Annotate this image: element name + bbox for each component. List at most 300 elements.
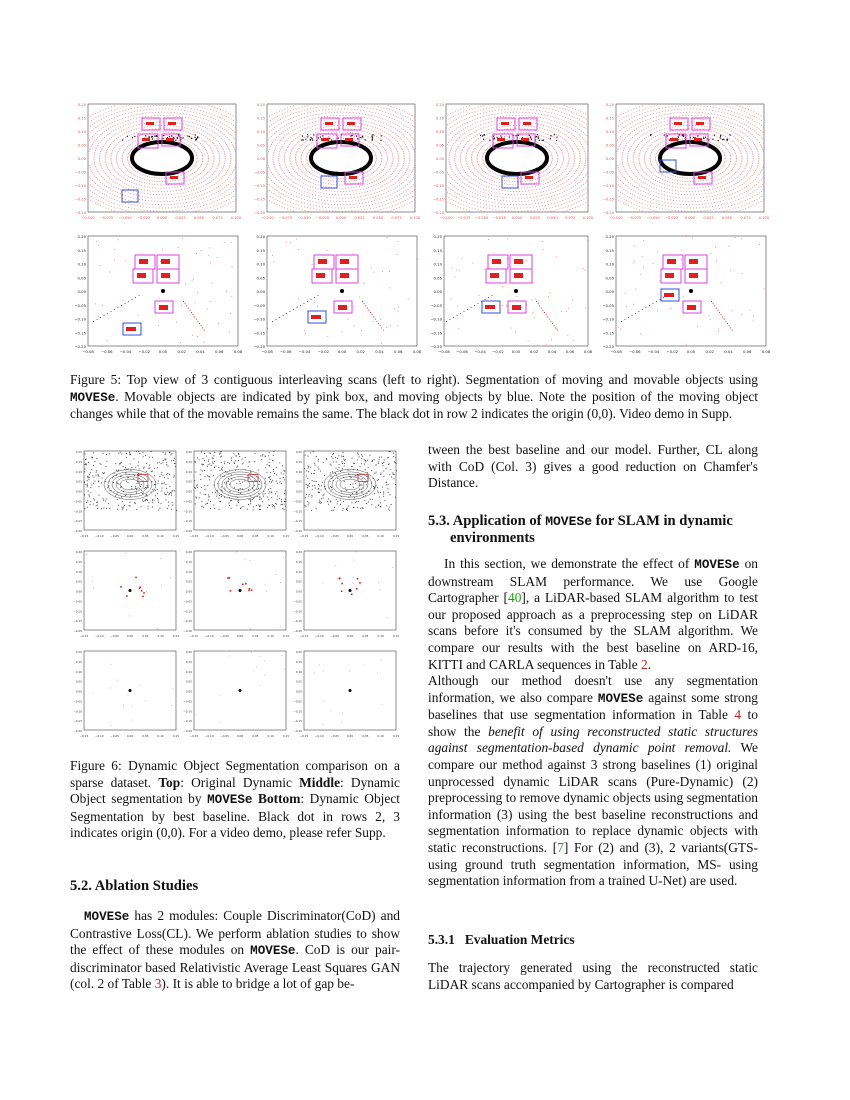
scan-point <box>136 121 137 122</box>
scan-point <box>389 147 390 148</box>
y-tick-label: −0.05 <box>253 170 265 175</box>
scan-point <box>521 198 522 199</box>
scan-point <box>336 135 337 136</box>
scan-point <box>366 195 367 196</box>
scan-point <box>273 154 274 155</box>
scan-point <box>126 184 127 185</box>
scan-point <box>368 129 369 130</box>
scan-point <box>175 119 176 120</box>
scan-point <box>547 201 548 202</box>
scan-point <box>384 184 385 185</box>
scan-point <box>527 136 528 137</box>
scan-point <box>301 182 302 183</box>
scan-point <box>205 132 206 133</box>
scan-point <box>288 170 289 171</box>
scan-point <box>469 207 470 208</box>
scan-point <box>408 127 409 128</box>
scan-point <box>359 141 360 142</box>
scan-point <box>566 195 567 196</box>
scan-point <box>276 112 277 113</box>
scan-point <box>92 172 93 173</box>
scan-point <box>393 158 394 159</box>
scan-point <box>229 189 230 190</box>
scan-point <box>507 204 508 205</box>
x-tick-label: −0.050 <box>297 216 311 220</box>
scan-point <box>398 160 399 161</box>
object-points <box>325 122 333 125</box>
scan-point <box>309 166 310 167</box>
scan-point <box>724 162 725 163</box>
scan-point <box>483 127 484 128</box>
scan-point <box>121 186 122 187</box>
scan-point <box>128 189 129 190</box>
scan-point <box>584 151 585 152</box>
scan-point <box>201 152 202 153</box>
scan-point <box>533 140 534 141</box>
scan-point <box>324 120 325 121</box>
scan-point <box>173 201 174 202</box>
scan-point <box>183 142 184 143</box>
scan-point <box>158 188 159 189</box>
scan-point <box>456 188 457 189</box>
scan-point <box>150 126 151 127</box>
scan-point <box>174 204 175 205</box>
scan-point <box>557 122 558 123</box>
scan-point <box>471 156 472 157</box>
scan-point <box>512 198 513 199</box>
scan-point <box>513 204 514 205</box>
scan-point <box>392 118 393 119</box>
scan-point <box>480 203 481 204</box>
scan-point <box>714 144 715 145</box>
scan-point <box>229 149 230 150</box>
scan-point <box>359 175 360 176</box>
scan-point <box>136 129 137 130</box>
scan-point <box>480 106 481 107</box>
scan-point <box>101 128 102 129</box>
scan-point <box>725 157 726 158</box>
scan-point <box>551 196 552 197</box>
scan-point <box>271 136 272 137</box>
scan-point <box>270 146 271 147</box>
scan-point <box>579 192 580 193</box>
scan-point <box>451 139 452 140</box>
scan-point <box>386 144 387 145</box>
scan-point <box>202 122 203 123</box>
scan-point <box>297 188 298 189</box>
scan-point <box>120 197 121 198</box>
y-tick-label: 0.10 <box>256 130 265 134</box>
scan-point <box>273 164 274 165</box>
scan-point <box>585 141 586 142</box>
scan-point <box>586 187 587 188</box>
scan-point <box>550 138 551 139</box>
x-tick-label: 0.000 <box>335 216 347 220</box>
scan-point <box>708 175 709 176</box>
scan-point <box>396 166 397 167</box>
scan-point <box>573 191 574 192</box>
scan-point <box>483 192 484 193</box>
scan-point <box>463 140 464 141</box>
scan-point <box>284 173 285 174</box>
scan-point <box>190 205 191 206</box>
scan-point <box>231 124 232 125</box>
scan-point <box>343 191 344 192</box>
scan-point <box>482 146 483 147</box>
scan-point <box>507 109 508 110</box>
scan-point <box>292 186 293 187</box>
scan-point <box>114 210 115 211</box>
scan-point <box>282 110 283 111</box>
scan-point <box>278 136 279 137</box>
scan-point <box>409 182 410 183</box>
scan-point <box>562 183 563 184</box>
scan-point <box>297 179 298 180</box>
scan-point <box>363 177 364 178</box>
scan-point <box>390 181 391 182</box>
scan-point <box>386 192 387 193</box>
scan-point <box>307 203 308 204</box>
scan-point <box>224 201 225 202</box>
scan-point <box>193 134 194 135</box>
scan-point <box>524 178 525 179</box>
scan-point <box>222 177 223 178</box>
scan-point <box>197 146 198 147</box>
scan-point <box>538 203 539 204</box>
scan-point <box>564 211 565 212</box>
y-tick-label: 0.00 <box>435 157 444 161</box>
scan-point <box>400 202 401 203</box>
scan-point <box>167 181 168 182</box>
scan-point <box>552 175 553 176</box>
x-tick-label: 0.100 <box>582 216 594 220</box>
scan-point <box>94 123 95 124</box>
scan-point <box>451 177 452 178</box>
scan-point <box>502 210 503 211</box>
scan-point <box>544 129 545 130</box>
scan-point <box>509 197 510 198</box>
scan-point <box>229 151 230 152</box>
scan-point <box>322 206 323 207</box>
scan-point <box>722 166 723 167</box>
scan-point <box>131 201 132 202</box>
scan-point <box>302 135 303 136</box>
scan-point <box>531 126 532 127</box>
scan-point <box>375 203 376 204</box>
scan-point <box>477 122 478 123</box>
scan-point <box>89 151 90 152</box>
scan-point <box>562 128 563 129</box>
scan-point <box>129 211 130 212</box>
scan-point <box>146 109 147 110</box>
scan-point <box>162 138 163 139</box>
scan-point <box>354 136 355 137</box>
scan-point <box>155 125 156 126</box>
scan-point <box>530 137 531 138</box>
scan-point <box>552 132 553 133</box>
scan-point <box>112 151 113 152</box>
scan-point <box>122 110 123 111</box>
scan-point <box>476 147 477 148</box>
scan-point <box>299 141 300 142</box>
scan-point <box>230 156 231 157</box>
scan-point <box>274 166 275 167</box>
scan-point <box>288 193 289 194</box>
scan-point <box>465 189 466 190</box>
scan-point <box>275 169 276 170</box>
scan-point <box>96 177 97 178</box>
scan-point <box>504 133 505 134</box>
scan-point <box>477 145 478 146</box>
scan-point <box>153 191 154 192</box>
scan-point <box>723 165 724 166</box>
scan-point <box>301 110 302 111</box>
scan-point <box>226 172 227 173</box>
scan-point <box>120 119 121 120</box>
scan-point <box>164 191 165 192</box>
scan-point <box>136 187 137 188</box>
scan-point <box>127 156 128 157</box>
y-tick-label: −0.15 <box>253 197 265 202</box>
scan-point <box>361 106 362 107</box>
scan-point <box>151 197 152 198</box>
scan-point <box>392 193 393 194</box>
scan-point <box>273 175 274 176</box>
scan-point <box>340 188 341 189</box>
scan-point <box>180 203 181 204</box>
scan-point <box>401 139 402 140</box>
scan-point <box>491 118 492 119</box>
scan-point <box>202 163 203 164</box>
scan-point <box>572 116 573 117</box>
scan-point <box>405 172 406 173</box>
scan-point <box>176 190 177 191</box>
scan-point <box>99 186 100 187</box>
scan-point <box>219 180 220 181</box>
scan-point <box>184 135 185 136</box>
scan-point <box>206 142 207 143</box>
scan-point <box>153 125 154 126</box>
scan-point <box>485 123 486 124</box>
scan-point <box>356 137 357 138</box>
scan-point <box>499 106 500 107</box>
scan-point <box>307 207 308 208</box>
scan-point <box>231 129 232 130</box>
scan-point <box>574 155 575 156</box>
scan-point <box>556 178 557 179</box>
scan-point <box>553 142 554 143</box>
scan-point <box>90 116 91 117</box>
scan-point <box>515 201 516 202</box>
scan-point <box>224 187 225 188</box>
scan-point <box>275 148 276 149</box>
scan-point <box>569 160 570 161</box>
scan-point <box>310 130 311 131</box>
scan-point <box>383 169 384 170</box>
scan-point <box>90 147 91 148</box>
scan-point <box>282 127 283 128</box>
scan-point <box>376 207 377 208</box>
scan-point <box>382 190 383 191</box>
scan-point <box>290 155 291 156</box>
scan-point <box>474 168 475 169</box>
scan-point <box>103 202 104 203</box>
scan-point <box>543 132 544 133</box>
scan-point <box>459 122 460 123</box>
scan-point <box>679 177 680 178</box>
scan-point <box>726 168 727 169</box>
scan-point <box>357 207 358 208</box>
scan-point <box>542 176 543 177</box>
scan-point <box>166 188 167 189</box>
scan-point <box>93 114 94 115</box>
scan-point <box>373 166 374 167</box>
scan-point <box>410 181 411 182</box>
scan-point <box>192 130 193 131</box>
scan-point <box>364 209 365 210</box>
scan-point <box>388 182 389 183</box>
scan-point <box>296 208 297 209</box>
scan-point <box>508 194 509 195</box>
scan-point <box>281 139 282 140</box>
scan-point <box>522 135 523 136</box>
scan-point <box>351 119 352 120</box>
scan-point <box>145 120 146 121</box>
scan-point <box>228 117 229 118</box>
scan-point <box>536 196 537 197</box>
scan-point <box>164 138 165 139</box>
scan-point <box>154 197 155 198</box>
scan-point <box>279 165 280 166</box>
scan-point <box>583 113 584 114</box>
scan-point <box>489 208 490 209</box>
scan-point <box>318 199 319 200</box>
scan-point <box>102 139 103 140</box>
scan-point <box>326 126 327 127</box>
scan-point <box>546 174 547 175</box>
scan-point <box>568 143 569 144</box>
scan-point <box>319 209 320 210</box>
scan-point <box>378 133 379 134</box>
scan-point <box>141 131 142 132</box>
scan-point <box>513 128 514 129</box>
scan-point <box>362 131 363 132</box>
scan-point <box>585 175 586 176</box>
scan-point <box>580 158 581 159</box>
scan-point <box>117 192 118 193</box>
scan-point <box>392 153 393 154</box>
scan-point <box>459 137 460 138</box>
scan-point <box>391 165 392 166</box>
scan-point <box>193 112 194 113</box>
scan-point <box>552 157 553 158</box>
scan-point <box>526 194 527 195</box>
scan-point <box>131 126 132 127</box>
scan-point <box>186 135 187 136</box>
scan-point <box>282 189 283 190</box>
scan-point <box>554 133 555 134</box>
scan-point <box>480 110 481 111</box>
scan-point <box>464 146 465 147</box>
scan-point <box>473 128 474 129</box>
fig5-top-panel-1 <box>70 100 242 224</box>
scan-point <box>206 204 207 205</box>
scan-point <box>468 175 469 176</box>
scan-point <box>371 168 372 169</box>
scan-point <box>117 200 118 201</box>
x-tick-label: 0.000 <box>684 216 696 220</box>
scan-point <box>452 131 453 132</box>
scan-point <box>106 141 107 142</box>
scan-point <box>95 113 96 114</box>
scan-point <box>480 149 481 150</box>
scan-point <box>523 132 524 133</box>
scan-point <box>177 179 178 180</box>
scan-point <box>455 163 456 164</box>
scan-point <box>475 123 476 124</box>
scan-point <box>301 206 302 207</box>
scan-point <box>537 178 538 179</box>
scan-point <box>409 175 410 176</box>
scan-point <box>155 112 156 113</box>
scan-point <box>211 121 212 122</box>
scan-point <box>543 145 544 146</box>
scan-point <box>359 193 360 194</box>
scan-point <box>583 199 584 200</box>
scan-point <box>296 172 297 173</box>
scan-point <box>169 188 170 189</box>
scan-point <box>384 127 385 128</box>
scan-point <box>511 109 512 110</box>
scan-point <box>186 202 187 203</box>
scan-point <box>102 168 103 169</box>
scan-point <box>222 133 223 134</box>
scan-point <box>476 176 477 177</box>
scan-point <box>134 183 135 184</box>
scan-point <box>217 116 218 117</box>
scan-point <box>149 207 150 208</box>
scan-point <box>128 145 129 146</box>
y-tick-label: 0.05 <box>256 143 265 148</box>
scan-point <box>307 154 308 155</box>
scan-point <box>460 162 461 163</box>
scan-point <box>120 141 121 142</box>
scan-point <box>230 182 231 183</box>
scan-point <box>511 178 512 179</box>
scan-point <box>485 177 486 178</box>
scan-point <box>181 206 182 207</box>
scan-point <box>330 119 331 120</box>
scan-point <box>477 160 478 161</box>
scan-point <box>468 148 469 149</box>
scan-point <box>378 137 379 138</box>
scan-point <box>473 149 474 150</box>
scan-point <box>519 204 520 205</box>
scan-point <box>189 187 190 188</box>
scan-point <box>304 174 305 175</box>
scan-point <box>720 168 721 169</box>
scan-point <box>501 109 502 110</box>
scan-point <box>378 121 379 122</box>
scan-point <box>204 108 205 109</box>
scan-point <box>214 189 215 190</box>
y-tick-label: 0.20 <box>435 103 444 107</box>
scan-point <box>321 142 322 143</box>
scan-point <box>463 107 464 108</box>
scan-point <box>333 177 334 178</box>
scan-point <box>494 138 495 139</box>
scan-point <box>207 188 208 189</box>
